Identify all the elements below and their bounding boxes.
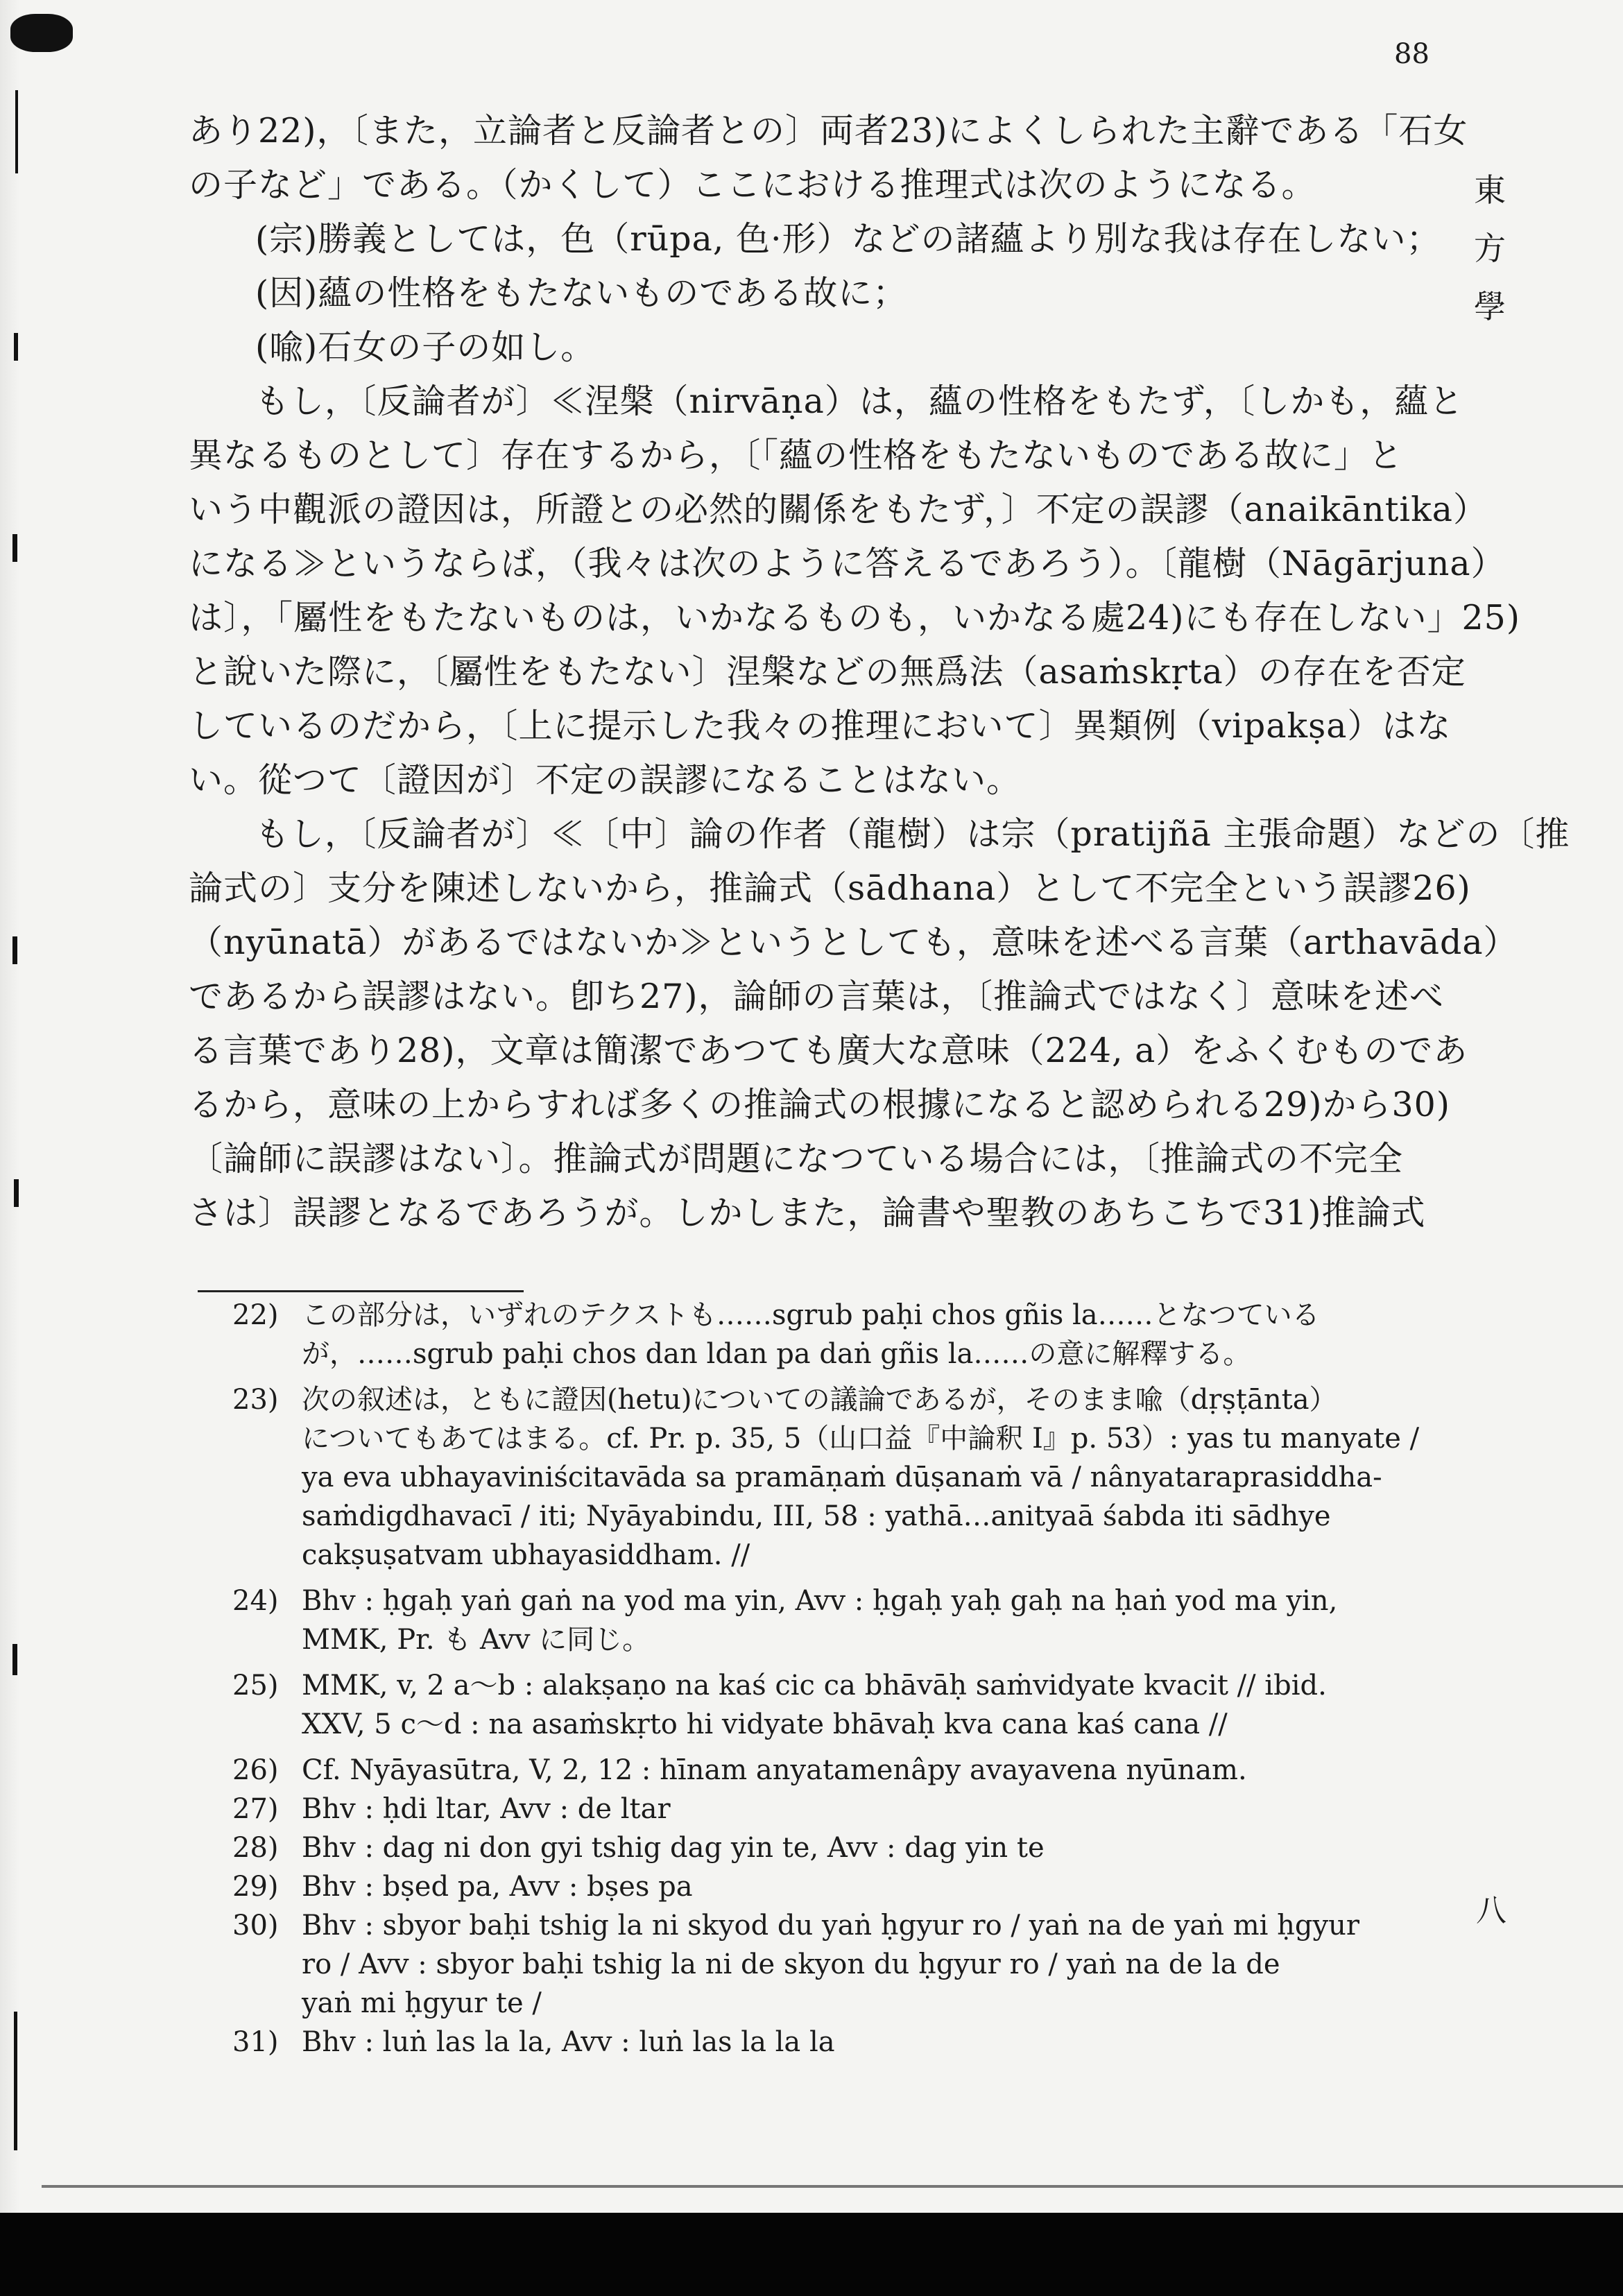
footnote-number: 31) xyxy=(232,2026,279,2058)
body-line: （nyūnatā）があるではないか≫というとしても，意味を述べる言葉（arthavāda） xyxy=(189,923,1518,962)
scan-artifact-mark xyxy=(14,2012,17,2150)
body-line: 異なるものとして〕存在するから，〔「蘊の性格をもたないものである故に」と xyxy=(189,436,1404,475)
body-line: るから，意味の上からすれば多くの推論式の根據になると認められる29)から30) xyxy=(189,1085,1450,1124)
scan-artifact-mark xyxy=(15,90,18,173)
page-number-kanji: 八 xyxy=(1476,1893,1506,1928)
footnote-line: Cf. Nyāyasūtra, V, 2, 12 : hīnam anyatamenâpy avayavena nyūnam. xyxy=(302,1754,1247,1786)
footnote-number: 30) xyxy=(232,1910,279,1942)
body-line: 論式の〕支分を陳述しないから，推論式（sādhana）として不完全という誤謬26) xyxy=(189,868,1471,908)
footnote-line: Bhv : ḥgaḥ yaṅ gaṅ na yod ma yin, Avv : ḥgaḥ yaḥ gaḥ na ḥaṅ yod ma yin, xyxy=(302,1585,1338,1617)
footnote-line: ya eva ubhayaviniścitavāda sa pramāṇaṁ dūṣanaṁ vā / nânyataraprasiddha- xyxy=(302,1462,1382,1493)
body-line: もし，〔反論者が〕≪〔中〕論の作者（龍樹）は宗（pratijñā 主張命題）などの〔推 xyxy=(255,814,1570,854)
scan-artifact-mark xyxy=(10,14,73,52)
footnote-line: MMK, v, 2 a～b : alakṣaṇo na kaś cic ca bhāvāḥ saṁvidyate kvacit // ibid. xyxy=(302,1670,1327,1702)
scan-artifact-mark xyxy=(14,1179,19,1207)
body-line: であるから誤謬はない。卽ち27)，論師の言葉は，〔推論式ではなく〕意味を述べ xyxy=(189,977,1444,1016)
body-line: になる≫というならば，（我々は次のように答えるであろう）。〔龍樹（Nāgārjuna） xyxy=(189,544,1506,583)
body-line: い。從つて〔證因が〕不定の誤謬になることはない。 xyxy=(189,760,1022,800)
footnote-line: Bhv : ḥdi ltar, Avv : de ltar xyxy=(302,1793,671,1825)
journal-title-vertical xyxy=(1469,161,1511,336)
scan-artifact-mark xyxy=(12,936,17,964)
footnote-line: cakṣuṣatvam ubhayasiddham. // xyxy=(302,1539,750,1571)
syllogism-example: (喩)石女の子の如し。 xyxy=(255,327,596,367)
footnote-28 xyxy=(232,1828,1460,1867)
footnote-29 xyxy=(232,1867,1460,1906)
footnote-number: 25) xyxy=(232,1670,279,1702)
body-line: あり22)，〔また，立論者と反論者との〕両者23)によくしられた主辭である「石女 xyxy=(189,111,1468,151)
body-line: しているのだから，〔上に提示した我々の推理において〕異類例（vipakṣa）はな xyxy=(189,706,1452,746)
scan-artifact-mark xyxy=(12,1644,17,1675)
footnote-divider xyxy=(198,1290,524,1292)
footnote-number: 24) xyxy=(232,1585,279,1617)
scan-artifact-mark xyxy=(14,333,18,361)
journal-title-char: 方 xyxy=(1474,230,1506,267)
scan-artifact-mark xyxy=(12,534,17,562)
footnote-26 xyxy=(232,1751,1460,1790)
footnote-line: 次の叙述は，ともに證因(hetu)についての議論であるが，そのまま喩（dṛṣṭānta） xyxy=(302,1384,1337,1416)
body-line: いう中觀派の證因は，所證との必然的關係をもたず，〕不定の誤謬（anaikāntika） xyxy=(189,490,1488,529)
body-text xyxy=(189,104,1570,1240)
footnote-number: 27) xyxy=(232,1793,279,1825)
footnote-number: 29) xyxy=(232,1871,279,1903)
syllogism-thesis: (宗)勝義としては，色（rūpa, 色·形）などの諸蘊より別な我は存在しない； xyxy=(255,219,1441,259)
footnote-number: 22) xyxy=(232,1299,279,1331)
journal-title-char: 東 xyxy=(1474,171,1506,209)
journal-title-char: 學 xyxy=(1474,288,1506,325)
scan-bottom-black-border xyxy=(0,2213,1623,2296)
body-line: は〕，「屬性をもたないものは，いかなるものも，いかなる處24)にも存在しない」25) xyxy=(189,598,1520,637)
body-line: と說いた際に，〔屬性をもたない〕涅槃などの無爲法（asaṁskṛta）の存在を否定 xyxy=(189,652,1466,692)
body-line: る言葉であり28)，文章は簡潔であつても廣大な意味（224, a）をふくむものであ xyxy=(189,1031,1468,1070)
footnote-line: yaṅ mi ḥgyur te / xyxy=(302,1987,542,2019)
footnote-line: Bhv : sbyor baḥi tshig la ni skyod du yaṅ ḥgyur ro / yaṅ na de yaṅ mi ḥgyur xyxy=(302,1910,1360,1942)
scan-bottom-edge-line xyxy=(42,2185,1623,2188)
footnote-line: Bhv : bṣed pa, Avv : bṣes pa xyxy=(302,1871,693,1903)
footnote-line: が，……sgrub paḥi chos dan ldan pa daṅ gñis la……の意に解釋する。 xyxy=(302,1338,1251,1370)
body-line: さは〕誤謬となるであろうが。しかしまた，論書や聖教のあちこちで31)推論式 xyxy=(189,1193,1426,1233)
body-line: もし，〔反論者が〕≪涅槃（nirvāṇa）は，蘊の性格をもたず，〔しかも，蘊と xyxy=(255,382,1464,421)
footnote-line: についてもあてはまる。cf. Pr. p. 35, 5（山口益『中論釈 I』p. 53）: yas tu manyate / xyxy=(302,1423,1420,1455)
footnote-line: この部分は，いずれのテクストも……sgrub paḥi chos gñis la……となつている xyxy=(302,1299,1320,1331)
footnote-number: 26) xyxy=(232,1754,279,1786)
footnote-30 xyxy=(232,1906,1460,2023)
footnote-22 xyxy=(232,1296,1460,1373)
footnote-line: Bhv : luṅ las la la, Avv : luṅ las la la la xyxy=(302,2026,835,2058)
footnote-line: ro / Avv : sbyor baḥi tshig la ni de skyon du ḥgyur ro / yaṅ na de la de xyxy=(302,1948,1280,1980)
footnote-24 xyxy=(232,1582,1460,1659)
footnotes xyxy=(232,1296,1460,2062)
footnote-line: MMK, Pr. も Avv に同じ。 xyxy=(302,1624,651,1656)
footnote-line: Bhv : dag ni don gyi tshig dag yin te, Avv : dag yin te xyxy=(302,1832,1045,1864)
footnote-line: saṁdigdhavacī / iti; Nyāyabindu, III, 58 : yathā…anityaā śabda iti sādhye xyxy=(302,1500,1331,1532)
footnote-line: XXV, 5 c～d : na asaṁskṛto hi vidyate bhāvaḥ kva cana kaś cana // xyxy=(302,1708,1228,1740)
body-line: の子など」である。（かくして）ここにおける推理式は次のようになる。 xyxy=(189,165,1316,205)
syllogism-reason: (因)蘊の性格をもたないものである故に； xyxy=(255,273,908,313)
footnote-31 xyxy=(232,2023,1460,2062)
footnote-25 xyxy=(232,1666,1460,1744)
footnote-number: 28) xyxy=(232,1832,279,1864)
footnote-23 xyxy=(232,1380,1460,1575)
footnote-number: 23) xyxy=(232,1384,279,1416)
page-number: 88 xyxy=(1394,38,1429,70)
footnote-27 xyxy=(232,1790,1460,1828)
body-line: 〔論師に誤謬はない〕。推論式が問題になつている場合には，〔推論式の不完全 xyxy=(189,1139,1404,1179)
